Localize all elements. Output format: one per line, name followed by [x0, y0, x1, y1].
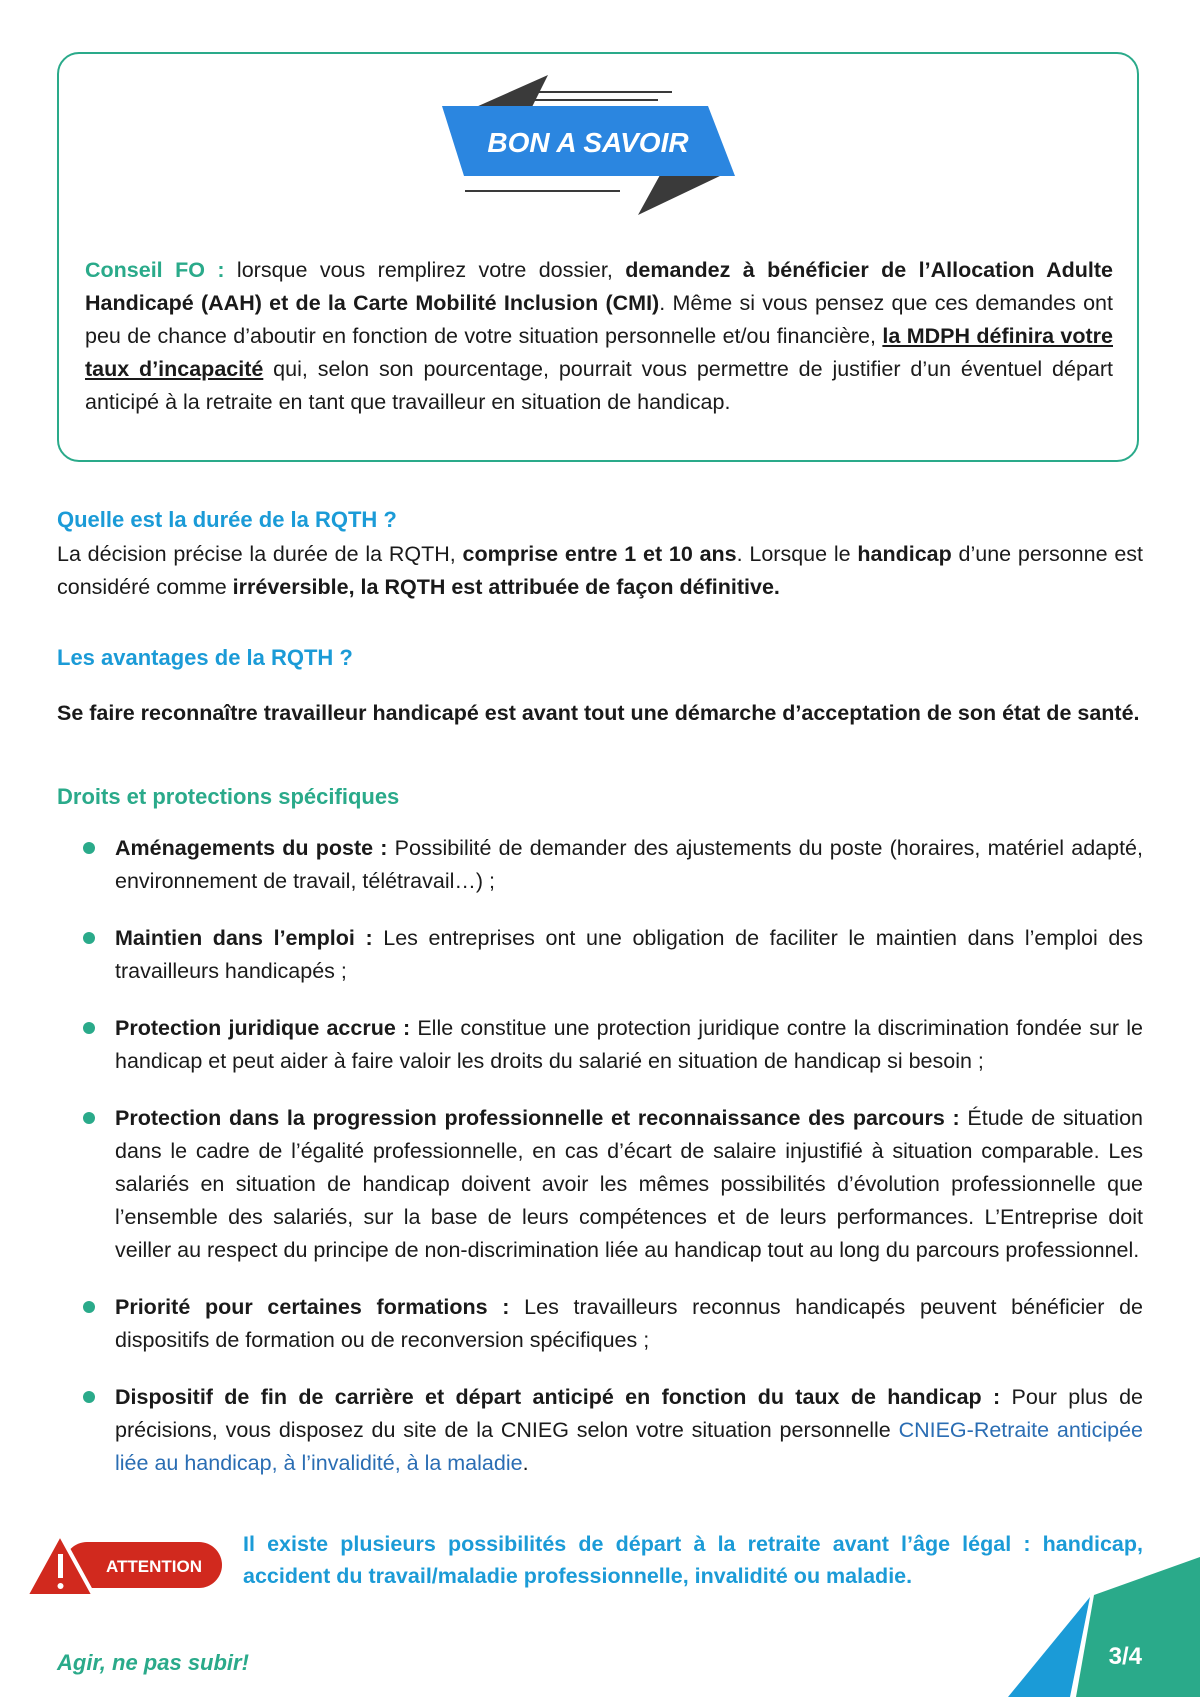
bon-a-savoir-banner [440, 75, 740, 215]
list-item-text [115, 1102, 1143, 1267]
text-segment: . Même si vous pensez que ces demandes ont peu de chance d’aboutir en fonction de votre situation personnelle et/ou financière, [85, 290, 1113, 348]
text-segment: Maintien dans l’emploi : [115, 926, 384, 950]
list-item [57, 832, 1143, 898]
list-item [57, 1291, 1143, 1357]
text-segment: qui, selon son pourcentage, pourrait vous permettre de justifier d’un éventuel départ anticipé à la retraite en tant que travailleur en situation de handicap. [85, 356, 1113, 414]
bullet-icon [83, 1391, 95, 1403]
text-segment: Étude de situation dans le cadre de l’égalité professionnelle, en cas d’écart de salaire injustifié à situation comparable. Les salariés en situation de handicap doivent avoir les mêmes possibilités d’évolution professionnelle que l’ensemble des salariés, sur la base de leurs compétences et de leurs performances. L’Entreprise doit veiller au respect du principe de non-discrimination liée au handicap tout au long du parcours professionnel. [115, 1106, 1143, 1262]
text-segment: d’une personne est considéré comme [57, 542, 1144, 599]
text-segment: handicap [857, 542, 952, 566]
list-item-text [115, 1012, 1143, 1078]
conseil-paragraph [85, 254, 1113, 419]
banner-label: BON A SAVOIR [487, 127, 689, 158]
attention-text: Il existe plusieurs possibilités de départ à la retraite avant l’âge légal : handicap, accident du travail/maladie professionnelle, invalidité ou maladie. [243, 1532, 1143, 1588]
cnieg-link[interactable]: CNIEG-Retraite anticipée liée au handicap, à l’invalidité, à la maladie [115, 1418, 1143, 1475]
list-item [57, 1012, 1143, 1078]
text-segment: Se faire reconnaître travailleur handicapé est avant tout une démarche d’acceptation de son état de santé. [57, 701, 1140, 725]
list-item-text [115, 1291, 1143, 1357]
text-segment: Les entreprises ont une obligation de faciliter le maintien dans l’emploi des travailleurs handicapés ; [115, 926, 1143, 983]
text-segment: la MDPH définira votre taux d’incapacité [85, 323, 1113, 381]
bullet-icon [83, 1301, 95, 1313]
text-segment: . Lorsque le [736, 542, 858, 566]
heading-duree: Quelle est la durée de la RQTH ? [57, 507, 397, 532]
list-item-text [115, 922, 1143, 988]
attention-label: ATTENTION [105, 1557, 203, 1576]
heading-droits: Droits et protections spécifiques [57, 784, 400, 809]
text-segment: lorsque vous remplirez votre dossier, [236, 257, 626, 282]
list-item [57, 1102, 1143, 1267]
list-item-text [115, 832, 1143, 898]
text-segment: Protection dans la progression professionnelle et reconnaissance des parcours : [115, 1106, 968, 1130]
text-segment: Elle constitue une protection juridique contre la discrimination fondée sur le handicap et peut aider à faire valoir les droits du salarié en situation de handicap si besoin ; [115, 1016, 1143, 1073]
text-segment: Protection juridique accrue : [115, 1016, 418, 1040]
text-segment: Les travailleurs reconnus handicapés peuvent bénéficier de dispositifs de formation ou de reconversion spécifiques ; [115, 1295, 1144, 1352]
corner-decoration [900, 1557, 1200, 1697]
avantages-paragraph [57, 697, 1143, 730]
footer-motto: Agir, ne pas subir! [57, 1650, 249, 1675]
list-item [57, 922, 1143, 988]
list-item-text [115, 1381, 1143, 1480]
heading-avantages: Les avantages de la RQTH ? [57, 645, 353, 670]
text-segment: Priorité pour certaines formations : [115, 1295, 525, 1319]
bullet-icon [83, 1022, 95, 1034]
bullet-icon [83, 932, 95, 944]
page-number: 3/4 [1108, 1643, 1142, 1670]
text-segment: Aménagements du poste : [115, 836, 395, 860]
text-segment: Dispositif de fin de carrière et départ anticipé en fonction du taux de handicap : [115, 1385, 1012, 1409]
text-segment: Possibilité de demander des ajustements du poste (horaires, matériel adapté, environnement de travail, télétravail…) ; [115, 836, 1143, 893]
text-segment: Pour plus de précisions, vous disposez du site de la CNIEG selon votre situation personnelle [115, 1385, 1143, 1442]
text-segment: . [522, 1451, 529, 1475]
attention-badge [24, 1530, 224, 1602]
duree-paragraph [57, 538, 1143, 604]
text-segment: irréversible, la RQTH est attribuée de façon définitive. [232, 575, 780, 599]
text-segment: La décision précise la durée de la RQTH, [57, 542, 463, 566]
bullet-icon [83, 842, 95, 854]
list-item [57, 1381, 1143, 1480]
text-segment: comprise entre 1 et 10 ans [462, 542, 737, 566]
bullet-icon [83, 1112, 95, 1124]
text-segment: demandez à bénéficier de l’Allocation Adulte Handicapé (AAH) et de la Carte Mobilité Inclusion (CMI) [85, 257, 1114, 315]
droits-list [57, 832, 1143, 1504]
text-segment: Conseil FO : [85, 257, 237, 282]
